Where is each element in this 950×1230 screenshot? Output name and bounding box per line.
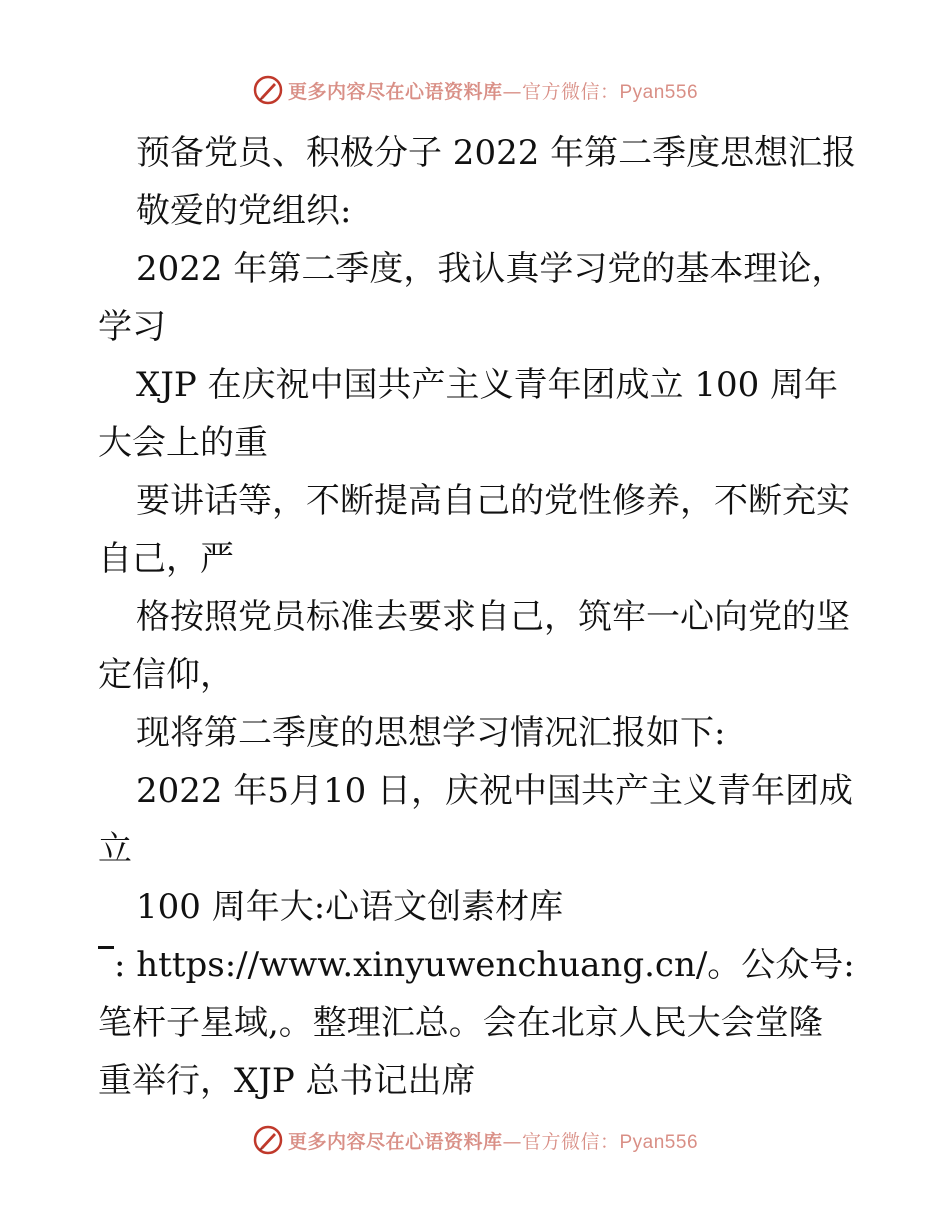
paragraph-line: 立	[98, 829, 132, 869]
banner-wechat-id: Pyan556	[619, 1131, 699, 1153]
header-banner	[0, 72, 950, 108]
url-line-text: : https://www.xinyuwenchuang.cn/。公众号:	[114, 945, 855, 985]
paragraph-line: XJP 在庆祝中国共产主义青年团成立 100 周年	[136, 365, 839, 405]
paragraph-line: 2022 年5月10 日，庆祝中国共产主义青年团成	[136, 771, 854, 811]
banner-separator: —	[502, 1130, 522, 1153]
paragraph-line-with-mark	[98, 936, 868, 994]
document-title: 预备党员、积极分子 2022 年第二季度思想汇报	[136, 133, 857, 173]
paragraph-line: 现将第二季度的思想学习情况汇报如下:	[136, 713, 726, 753]
paragraph-line: 大会上的重	[98, 423, 268, 463]
document-body	[98, 124, 868, 1110]
banner-text	[288, 77, 698, 104]
salutation: 敬爱的党组织:	[136, 191, 352, 231]
paragraph-line: 定信仰，	[98, 655, 234, 695]
paragraph-line: 2022 年第二季度，我认真学习党的基本理论，	[136, 249, 846, 289]
banner-text	[288, 1127, 698, 1154]
banner-separator: —	[502, 80, 522, 103]
banner-wechat-label: 官方微信：	[521, 80, 620, 103]
paragraph-line: 学习	[98, 307, 166, 347]
quill-pen-logo-icon	[252, 74, 284, 106]
paragraph-line: 格按照党员标准去要求自己，筑牢一心向党的坚	[136, 597, 850, 637]
paragraph-line: 要讲话等，不断提高自己的党性修养，不断充实	[136, 481, 850, 521]
banner-brand: 更多内容尽在心语资料库	[287, 80, 503, 103]
footer-banner	[0, 1122, 950, 1158]
banner-wechat-label: 官方微信：	[521, 1130, 620, 1153]
banner-wechat-id: Pyan556	[619, 81, 699, 103]
paragraph-line: 重举行，XJP 总书记出席	[98, 1061, 476, 1101]
overline-mark	[98, 946, 114, 949]
paragraph-line: 笔杆子星域,。整理汇总。会在北京人民大会堂隆	[98, 1003, 823, 1043]
quill-pen-logo-icon	[252, 1124, 284, 1156]
paragraph-line: 自己，严	[98, 539, 234, 579]
banner-brand: 更多内容尽在心语资料库	[287, 1130, 503, 1153]
paragraph-line: 100 周年大:心语文创素材库	[136, 887, 564, 927]
